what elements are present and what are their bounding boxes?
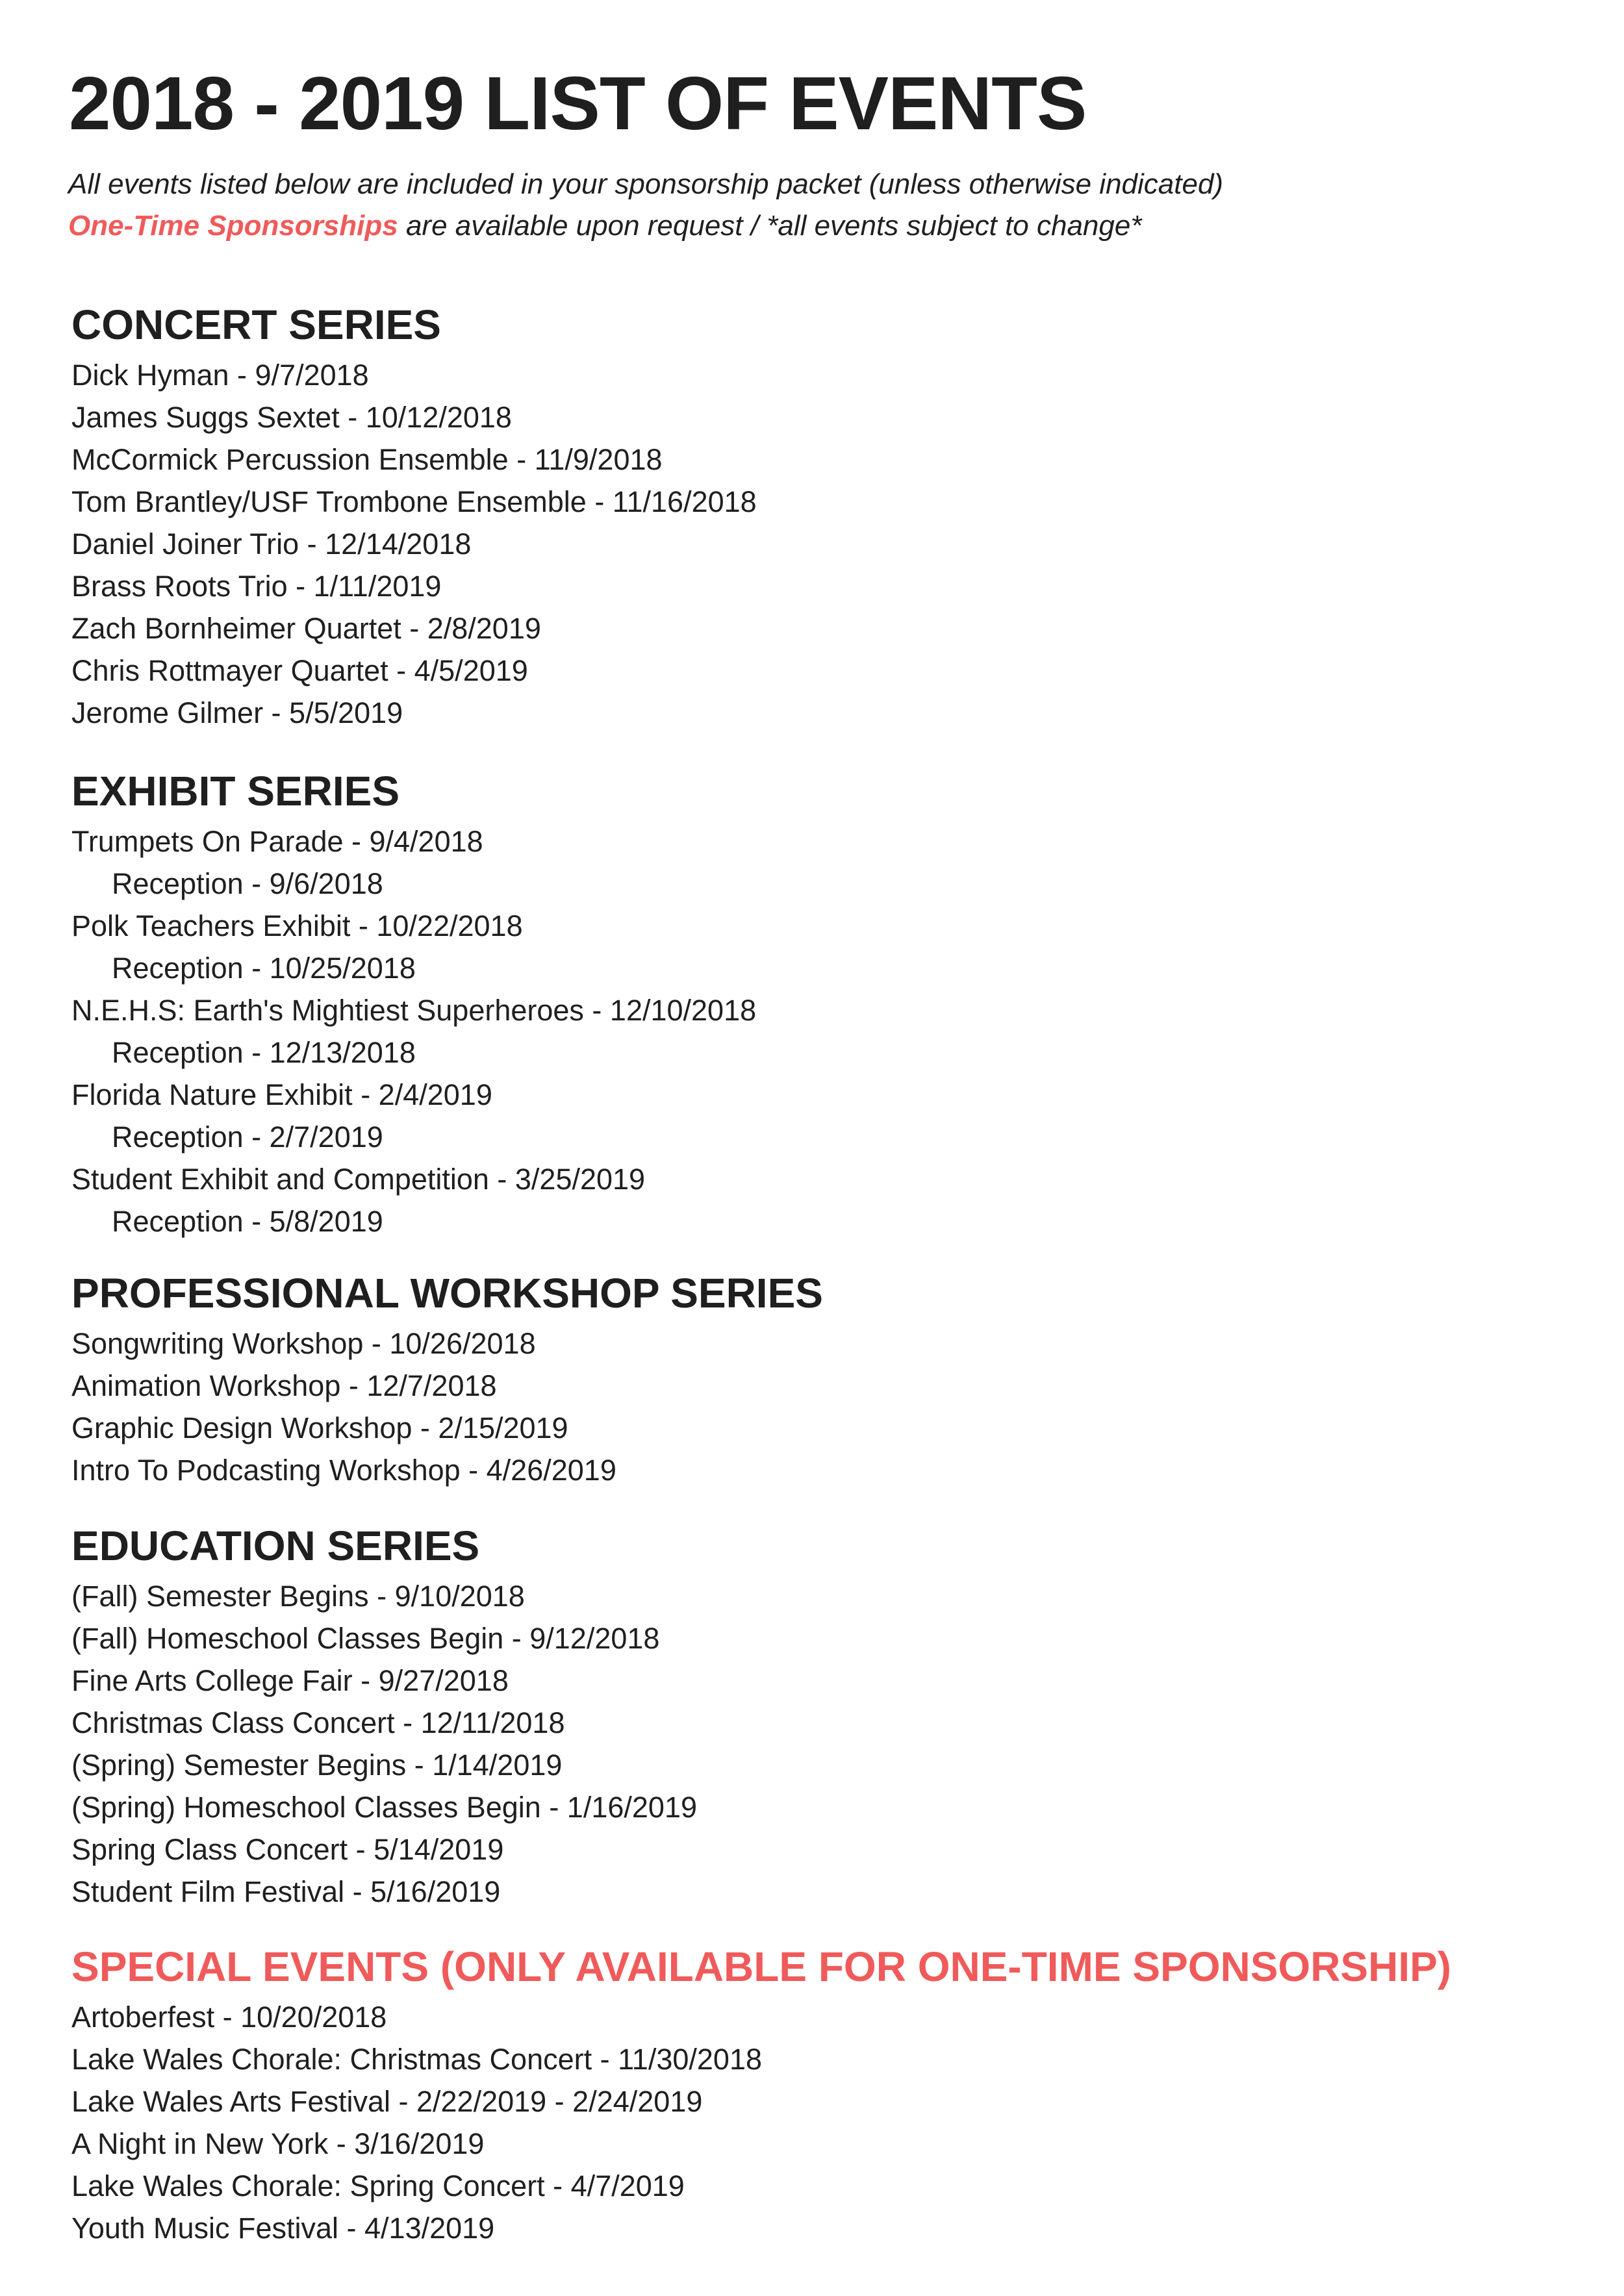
- reception-item: Reception - 12/13/2018: [112, 1035, 416, 1069]
- list-item: Lake Wales Chorale: Spring Concert - 4/7/2019: [71, 2169, 685, 2202]
- education-series-section: [71, 1521, 1566, 1913]
- list-item: Graphic Design Workshop - 2/15/2019: [71, 1411, 568, 1444]
- list-item: (Spring) Homeschool Classes Begin - 1/16/2019: [71, 1790, 697, 1824]
- list-item: Animation Workshop - 12/7/2018: [71, 1369, 497, 1402]
- reception-item: Reception - 10/25/2018: [112, 951, 416, 985]
- education-series-list: [71, 1575, 1566, 1913]
- list-item: Youth Music Festival - 4/13/2019: [71, 2211, 495, 2245]
- list-item: Polk Teachers Exhibit - 10/22/2018: [71, 909, 523, 942]
- list-item: Jerome Gilmer - 5/5/2019: [71, 696, 403, 729]
- list-item: Daniel Joiner Trio - 12/14/2018: [71, 527, 472, 561]
- list-item: (Fall) Homeschool Classes Begin - 9/12/2018: [71, 1621, 660, 1655]
- list-item: N.E.H.S: Earth's Mightiest Superheroes - 12/10/2018: [71, 993, 757, 1027]
- list-item: Intro To Podcasting Workshop - 4/26/2019: [71, 1453, 616, 1487]
- professional-workshop-series-list: [71, 1322, 1566, 1491]
- one-time-sponsorships-highlight: One-Time Sponsorships: [68, 210, 398, 242]
- list-item: Spring Class Concert - 5/14/2019: [71, 1832, 504, 1866]
- exhibit-series-section: [71, 766, 1566, 1243]
- concert-series-section: [71, 300, 1566, 734]
- section-heading-professional-workshop-series: PROFESSIONAL WORKSHOP SERIES: [71, 1270, 823, 1317]
- section-heading-education-series: EDUCATION SERIES: [71, 1522, 480, 1569]
- list-item: Fine Arts College Fair - 9/27/2018: [71, 1663, 509, 1697]
- list-item: Songwriting Workshop - 10/26/2018: [71, 1326, 536, 1360]
- concert-series-list: [71, 354, 1566, 734]
- list-item: Student Exhibit and Competition - 3/25/2019: [71, 1162, 646, 1196]
- list-item: Chris Rottmayer Quartet - 4/5/2019: [71, 653, 528, 687]
- list-item: Florida Nature Exhibit - 2/4/2019: [71, 1078, 492, 1111]
- special-events-section: [71, 1942, 1566, 2249]
- list-item: McCormick Percussion Ensemble - 11/9/2018: [71, 442, 663, 476]
- reception-item: Reception - 2/7/2019: [112, 1120, 383, 1154]
- list-item: A Night in New York - 3/16/2019: [71, 2126, 485, 2160]
- list-item: Zach Bornheimer Quartet - 2/8/2019: [71, 611, 541, 645]
- intro-line-1: All events listed below are included in your sponsorship packet (unless otherwise indicated): [68, 168, 1224, 200]
- list-item: (Spring) Semester Begins - 1/14/2019: [71, 1748, 563, 1782]
- list-item: Artoberfest - 10/20/2018: [71, 2000, 387, 2034]
- intro-line-2: [68, 209, 1141, 244]
- professional-workshop-series-section: [71, 1268, 1566, 1491]
- list-item: Student Film Festival - 5/16/2019: [71, 1874, 501, 1908]
- list-item: James Suggs Sextet - 10/12/2018: [71, 400, 512, 434]
- intro-line-2-text: are available upon request / *all events subject to change*: [398, 210, 1142, 242]
- list-item: Brass Roots Trio - 1/11/2019: [71, 569, 442, 603]
- reception-item: Reception - 5/8/2019: [112, 1204, 383, 1238]
- reception-item: Reception - 9/6/2018: [112, 866, 383, 900]
- list-item: Trumpets On Parade - 9/4/2018: [71, 824, 483, 858]
- section-heading-exhibit-series: EXHIBIT SERIES: [71, 768, 400, 814]
- list-item: Tom Brantley/USF Trombone Ensemble - 11/16/2018: [71, 485, 757, 518]
- exhibit-series-list: [71, 820, 1566, 1243]
- list-item: Lake Wales Arts Festival - 2/22/2019 - 2/24/2019: [71, 2084, 703, 2118]
- list-item: Dick Hyman - 9/7/2018: [71, 358, 369, 392]
- section-heading-concert-series: CONCERT SERIES: [71, 301, 441, 348]
- list-item: (Fall) Semester Begins - 9/10/2018: [71, 1579, 525, 1613]
- list-item: Christmas Class Concert - 12/11/2018: [71, 1706, 565, 1739]
- list-item: Lake Wales Chorale: Christmas Concert - 11/30/2018: [71, 2042, 762, 2076]
- section-heading-special-events: SPECIAL EVENTS (ONLY AVAILABLE FOR ONE-TIME SPONSORSHIP): [71, 1943, 1452, 1990]
- special-events-list: [71, 1996, 1566, 2249]
- page-title: 2018 - 2019 LIST OF EVENTS: [69, 61, 1087, 145]
